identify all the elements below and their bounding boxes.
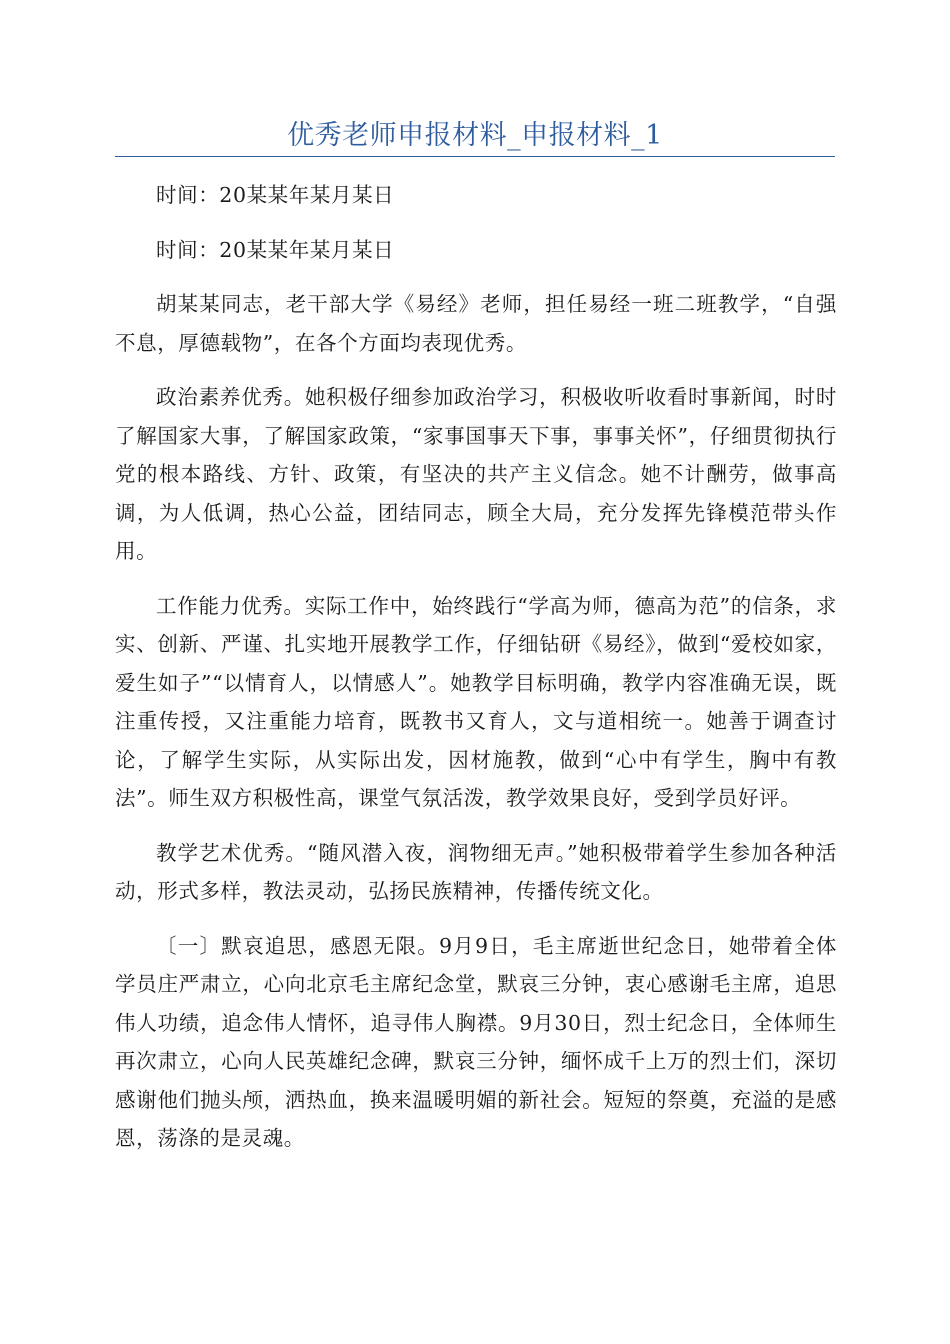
political-paragraph: 政治素养优秀。她积极仔细参加政治学习，积极收听收看时事新闻，时时了解国家大事，了解国家政策，“家事国事天下事，事事关怀”，仔细贯彻执行党的根本路线、方针、政策，有坚决的共产主义信念。她不计酬劳，做事高调，为人低调，热心公益，团结同志，顾全大局，充分发挥先锋模范带头作用。 bbox=[115, 385, 837, 563]
intro-paragraph: 胡某某同志，老干部大学《易经》老师，担任易经一班二班教学，“自强不息，厚德载物”，在各个方面均表现优秀。 bbox=[115, 292, 837, 355]
document-title: 优秀老师申报材料_申报材料_1 bbox=[287, 120, 663, 151]
memorial-paragraph: 〔一〕默哀追思，感恩无限。9月9日，毛主席逝世纪念日，她带着全体学员庄严肃立，心向北京毛主席纪念堂，默哀三分钟，衷心感谢毛主席，追思伟人功绩，追念伟人情怀，追寻伟人胸襟。9月30日，烈士纪念日，全体师生再次肃立，心向人民英雄纪念碑，默哀三分钟，缅怀成千上万的烈士们，深切感谢他们抛头颅，洒热血，换来温暖明媚的新社会。短短的祭奠，充溢的是感恩，荡涤的是灵魂。 bbox=[115, 933, 837, 1150]
teaching-art-paragraph: 教学艺术优秀。“随风潜入夜，润物细无声。”她积极带着学生参加各种活动，形式多样，教法灵动，弘扬民族精神，传播传统文化。 bbox=[115, 840, 837, 903]
document-body bbox=[115, 176, 837, 1174]
work-ability-paragraph: 工作能力优秀。实际工作中，始终践行“学高为师，德高为范”的信条，求实、创新、严谨、扎实地开展教学工作，仔细钻研《易经》，做到“爱校如家，爱生如子”“以情育人，以情感人”。她教学目标明确，教学内容准确无误，既注重传授，又注重能力培育，既教书又育人，文与道相统一。她善于调查讨论，了解学生实际，从实际出发，因材施教，做到“心中有学生，胸中有教法”。师生双方积极性高，课堂气氛活泼，教学效果良好，受到学员好评。 bbox=[115, 593, 837, 810]
date-line: 时间：20某某年某月某日 bbox=[156, 237, 395, 262]
date-line: 时间：20某某年某月某日 bbox=[156, 183, 395, 207]
title-underline bbox=[115, 156, 835, 157]
